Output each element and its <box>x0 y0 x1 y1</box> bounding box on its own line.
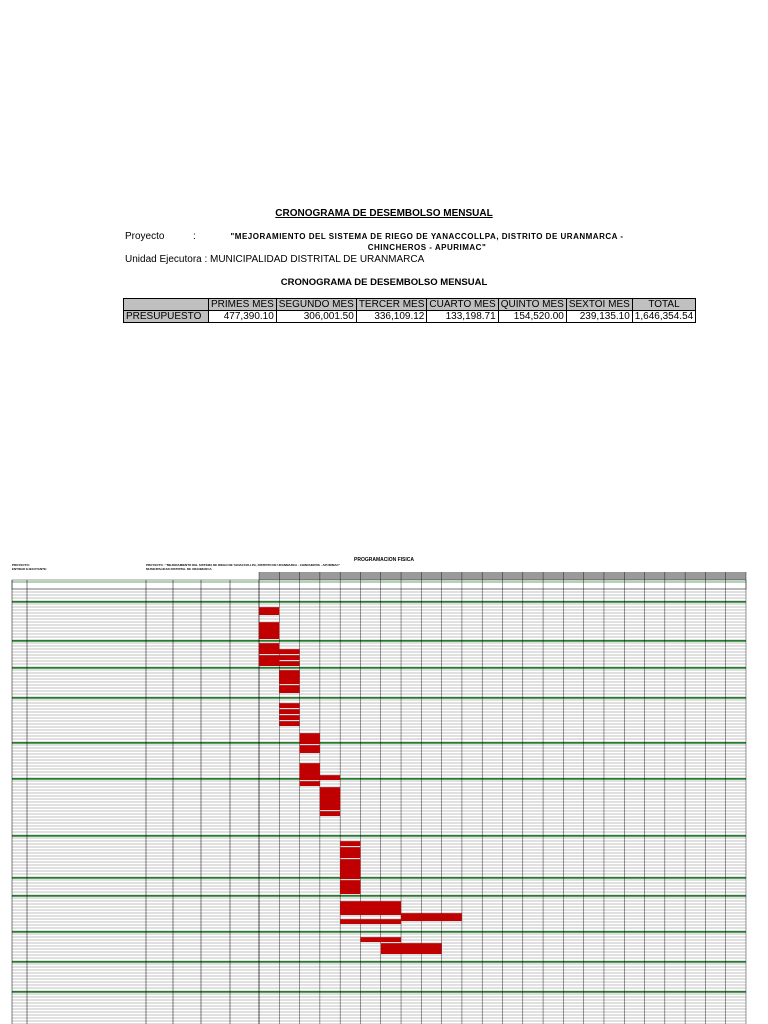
section-row <box>12 697 746 699</box>
gantt-bar <box>320 805 340 810</box>
page-title: CRONOGRAMA DE DESEMBOLSO MENSUAL <box>275 208 493 219</box>
gantt-bar <box>259 634 279 639</box>
table-header-row <box>124 299 696 311</box>
table-row <box>124 311 696 323</box>
physical-programming-page <box>0 540 768 1024</box>
gantt-bar <box>279 709 299 714</box>
table-cell: 154,520.00 <box>498 311 566 323</box>
gantt-bar <box>360 937 401 942</box>
gantt-bar <box>300 739 320 744</box>
column-header-band <box>12 580 746 589</box>
table-corner-cell <box>124 299 209 311</box>
gantt-bar <box>279 721 299 726</box>
gantt-bar <box>401 916 462 921</box>
gantt-bar <box>279 688 299 693</box>
disbursement-table <box>123 298 696 323</box>
section-row <box>12 961 746 963</box>
gantt-bar <box>340 853 360 858</box>
table-cell: 1,646,354.54 <box>632 311 695 323</box>
meta-label-entity: ENTIDAD EJECUTANTE: <box>12 567 47 571</box>
table-cell: 477,390.10 <box>209 311 277 323</box>
row-label: PRESUPUESTO <box>124 311 209 323</box>
project-value: "MEJORAMIENTO DEL SISTEMA DE RIEGO DE YANACCOLLPA, DISTRITO DE URANMARCA - CHINCHEROS - APURIMAC" <box>230 232 624 252</box>
physical-programming-title: PROGRAMACION FISICA <box>354 557 414 563</box>
gantt-bar <box>340 889 360 894</box>
gantt-bar <box>300 748 320 753</box>
section-row <box>12 778 746 780</box>
section-row <box>12 601 746 603</box>
section-row <box>12 835 746 837</box>
section-row <box>12 931 746 933</box>
section-row <box>12 667 746 669</box>
gantt-bar <box>340 919 401 924</box>
column-header: CUARTO MES <box>427 299 498 311</box>
gantt-schedule <box>0 540 768 1024</box>
table-cell: 306,001.50 <box>276 311 356 323</box>
gantt-bar <box>381 949 442 954</box>
section-row <box>12 742 746 744</box>
gantt-bar <box>340 910 401 915</box>
gantt-bar <box>259 649 300 654</box>
gantt-bar <box>340 874 360 879</box>
column-header: SEGUNDO MES <box>276 299 356 311</box>
meta-value-project: PROYECTO : "MEJORAMIENTO DEL SISTEMA DE RIEGO DE YANACCOLLPA, DISTRITO DE URANMARCA - CHINCHEROS - APURIMAC" <box>146 563 341 567</box>
gantt-bar <box>259 661 300 666</box>
executing-unit-label: Unidad Ejecutora : <box>125 254 208 265</box>
meta-value-entity: MUNICIPALIDAD DISTRITAL DE URANMARCA <box>146 567 212 571</box>
column-header: PRIMES MES <box>209 299 277 311</box>
gantt-bar <box>320 811 340 816</box>
section-row <box>12 895 746 897</box>
column-header: TERCER MES <box>356 299 427 311</box>
gantt-bar <box>279 679 299 684</box>
column-header: QUINTO MES <box>498 299 566 311</box>
gantt-bar <box>300 781 320 786</box>
section-row <box>12 991 746 993</box>
meta-label-project: PROYECTO: <box>12 563 30 567</box>
gantt-bar <box>279 703 299 708</box>
section-row <box>12 640 746 642</box>
project-colon: : <box>193 231 196 242</box>
section-row <box>12 877 746 879</box>
gantt-bar <box>340 841 360 846</box>
project-label: Proyecto <box>125 231 165 242</box>
column-header: SEXTOI MES <box>566 299 632 311</box>
table-cell: 336,109.12 <box>356 311 427 323</box>
gantt-bar <box>279 715 299 720</box>
gantt-bar <box>300 775 341 780</box>
table-cell: 239,135.10 <box>566 311 632 323</box>
column-header: TOTAL <box>632 299 695 311</box>
executing-unit-value: MUNICIPALIDAD DISTRITAL DE URANMARCA <box>210 254 425 265</box>
table-cell: 133,198.71 <box>427 311 498 323</box>
table-title: CRONOGRAMA DE DESEMBOLSO MENSUAL <box>280 277 488 288</box>
gantt-bar <box>259 610 279 615</box>
